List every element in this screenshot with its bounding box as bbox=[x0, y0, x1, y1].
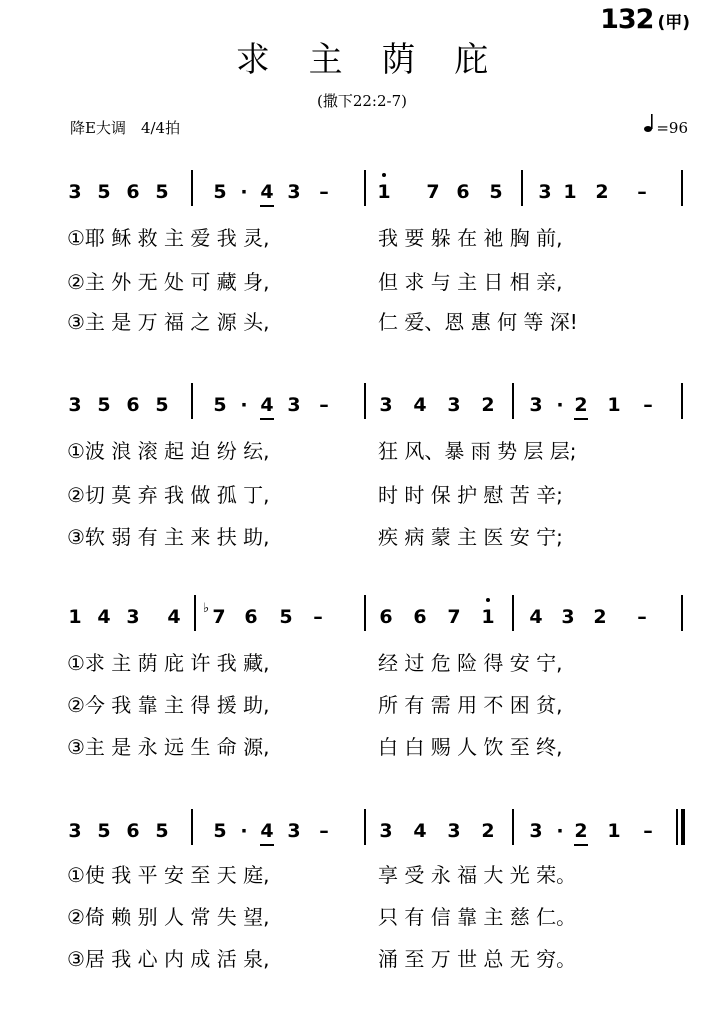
final-barline-thick bbox=[681, 809, 685, 845]
lyric-first-half: ②切 莫 弃 我 做 孤 丁, bbox=[67, 483, 270, 507]
jianpu-note: 4 bbox=[413, 394, 427, 416]
jianpu-note: 5 bbox=[155, 394, 169, 416]
jianpu-note: 3 bbox=[529, 394, 543, 416]
lyric-line-verse-1 bbox=[0, 649, 724, 679]
lyric-first-half: ①耶 稣 救 主 爱 我 灵, bbox=[67, 226, 270, 250]
jianpu-note: 1 bbox=[476, 605, 500, 629]
augmentation-dot: · bbox=[240, 820, 248, 842]
sustain-dash: – bbox=[643, 820, 653, 842]
lyric-second-half: 疾 病 蒙 主 医 安 宁; bbox=[378, 525, 563, 549]
jianpu-note: 7 bbox=[447, 606, 461, 628]
augmentation-dot: · bbox=[556, 820, 564, 842]
tempo-value: =96 bbox=[656, 119, 688, 137]
jianpu-note: 3 bbox=[447, 820, 461, 842]
jianpu-note: 5 bbox=[155, 820, 169, 842]
jianpu-note: 1 bbox=[68, 606, 82, 628]
barline bbox=[364, 383, 366, 419]
jianpu-note: 3 bbox=[379, 820, 393, 842]
key-and-time-signature: 降E大调 4/4拍 bbox=[70, 119, 181, 137]
lyric-second-half: 但 求 与 主 日 相 亲, bbox=[378, 270, 563, 294]
lyric-line-verse-1 bbox=[0, 437, 724, 467]
jianpu-note: 3 bbox=[538, 181, 552, 203]
jianpu-note: 5 bbox=[97, 820, 111, 842]
flat-icon: ♭ bbox=[203, 601, 210, 616]
lyric-line-verse-3 bbox=[0, 308, 724, 338]
notation-line bbox=[0, 601, 724, 645]
lyric-first-half: ③软 弱 有 主 来 扶 助, bbox=[67, 525, 270, 549]
jianpu-note: 2 bbox=[569, 393, 593, 417]
jianpu-note: 3 bbox=[379, 394, 393, 416]
jianpu-note: 5 bbox=[279, 606, 293, 628]
jianpu-note: 6 bbox=[126, 394, 140, 416]
jianpu-note: 3 bbox=[68, 181, 82, 203]
high-octave-dot bbox=[486, 598, 490, 602]
barline bbox=[191, 383, 193, 419]
lyric-second-half: 仁 爱、恩 惠 何 等 深! bbox=[378, 310, 578, 334]
barline bbox=[521, 170, 523, 206]
jianpu-note: 4 bbox=[529, 606, 543, 628]
music-system-4 bbox=[0, 819, 724, 999]
sustain-dash: – bbox=[319, 181, 329, 203]
jianpu-note: 3 bbox=[561, 606, 575, 628]
lyric-second-half: 只 有 信 靠 主 慈 仁。 bbox=[378, 905, 577, 929]
barline bbox=[681, 170, 683, 206]
jianpu-note: 5 bbox=[213, 820, 227, 842]
sustain-dash: – bbox=[319, 820, 329, 842]
augmentation-dot: · bbox=[556, 394, 564, 416]
lyric-line-verse-1 bbox=[0, 224, 724, 254]
lyric-first-half: ③居 我 心 内 成 活 泉, bbox=[67, 947, 270, 971]
hymn-variant: (甲) bbox=[657, 13, 690, 33]
jianpu-note: 3 bbox=[287, 820, 301, 842]
jianpu-note: 3 bbox=[529, 820, 543, 842]
sustain-dash: – bbox=[637, 181, 647, 203]
lyric-second-half: 涌 至 万 世 总 无 穷。 bbox=[378, 947, 577, 971]
jianpu-note: 6 bbox=[126, 820, 140, 842]
jianpu-note: 5 bbox=[97, 181, 111, 203]
jianpu-note: 6 bbox=[379, 606, 393, 628]
scripture-reference: (撒下22:2-7) bbox=[316, 92, 407, 110]
jianpu-note: 4 bbox=[413, 820, 427, 842]
jianpu-note: 3 bbox=[68, 820, 82, 842]
barline bbox=[681, 595, 683, 631]
barline bbox=[681, 383, 683, 419]
lyric-second-half: 所 有 需 用 不 困 贫, bbox=[378, 693, 563, 717]
jianpu-note: 2 bbox=[481, 820, 495, 842]
jianpu-note: 6 bbox=[244, 606, 258, 628]
lyric-line-verse-2 bbox=[0, 481, 724, 511]
lyric-second-half: 时 时 保 护 慰 苦 辛; bbox=[378, 483, 563, 507]
jianpu-note: 2 bbox=[569, 819, 593, 843]
jianpu-note: 3 bbox=[287, 394, 301, 416]
music-system-2 bbox=[0, 393, 724, 573]
jianpu-note: 1 bbox=[607, 394, 621, 416]
jianpu-note: 5 bbox=[97, 394, 111, 416]
sustain-dash: – bbox=[313, 606, 323, 628]
jianpu-note: 2 bbox=[595, 181, 609, 203]
jianpu-note: 3 bbox=[447, 394, 461, 416]
lyric-second-half: 享 受 永 福 大 光 荣。 bbox=[378, 863, 577, 887]
jianpu-note: 4 bbox=[167, 606, 181, 628]
lyric-second-half: 经 过 危 险 得 安 宁, bbox=[378, 651, 563, 675]
lyric-line-verse-2 bbox=[0, 691, 724, 721]
lyric-first-half: ①波 浪 滚 起 迫 纷 纭, bbox=[67, 439, 270, 463]
barline bbox=[191, 809, 193, 845]
jianpu-note: 5 bbox=[213, 181, 227, 203]
lyric-first-half: ②今 我 靠 主 得 援 助, bbox=[67, 693, 270, 717]
sustain-dash: – bbox=[319, 394, 329, 416]
jianpu-note: 2 bbox=[593, 606, 607, 628]
lyric-line-verse-2 bbox=[0, 903, 724, 933]
sustain-dash: – bbox=[643, 394, 653, 416]
jianpu-note: 3 bbox=[287, 181, 301, 203]
music-system-1 bbox=[0, 180, 724, 360]
notation-line bbox=[0, 819, 724, 859]
page-title: 求 主 荫 庇 bbox=[235, 40, 503, 80]
jianpu-note: 6 bbox=[413, 606, 427, 628]
lyric-first-half: ③主 是 万 福 之 源 头, bbox=[67, 310, 270, 334]
notation-line bbox=[0, 180, 724, 220]
lyric-line-verse-2 bbox=[0, 268, 724, 298]
augmentation-dot: · bbox=[240, 394, 248, 416]
hymn-number-value: 132 bbox=[600, 4, 654, 35]
final-barline-thin bbox=[676, 809, 678, 845]
lyric-first-half: ①求 主 荫 庇 许 我 藏, bbox=[67, 651, 270, 675]
barline bbox=[194, 595, 196, 631]
jianpu-note: 1 bbox=[607, 820, 621, 842]
lyric-second-half: 白 白 赐 人 饮 至 终, bbox=[378, 735, 563, 759]
augmentation-dot: · bbox=[240, 181, 248, 203]
barline bbox=[512, 383, 514, 419]
lyric-first-half: ①使 我 平 安 至 天 庭, bbox=[67, 863, 270, 887]
tempo-marking bbox=[644, 113, 688, 137]
high-octave-dot bbox=[382, 173, 386, 177]
lyric-first-half: ②主 外 无 处 可 藏 身, bbox=[67, 270, 270, 294]
lyric-line-verse-3 bbox=[0, 733, 724, 763]
jianpu-note: 7 ♭ bbox=[207, 605, 231, 629]
barline bbox=[191, 170, 193, 206]
quarter-note-icon bbox=[644, 113, 653, 133]
jianpu-note: 6 bbox=[126, 181, 140, 203]
jianpu-note: 1 bbox=[563, 181, 577, 203]
notation-line bbox=[0, 393, 724, 433]
jianpu-note: 7 bbox=[426, 181, 440, 203]
jianpu-note: 4 bbox=[255, 393, 279, 417]
jianpu-note: 4 bbox=[97, 606, 111, 628]
jianpu-note: 3 bbox=[126, 606, 140, 628]
sustain-dash: – bbox=[637, 606, 647, 628]
jianpu-note: 2 bbox=[481, 394, 495, 416]
jianpu-note: 4 bbox=[255, 819, 279, 843]
jianpu-note: 5 bbox=[489, 181, 503, 203]
lyric-first-half: ②倚 赖 别 人 常 失 望, bbox=[67, 905, 270, 929]
jianpu-note: 4 bbox=[255, 180, 279, 204]
barline bbox=[512, 809, 514, 845]
jianpu-note: 5 bbox=[155, 181, 169, 203]
lyric-first-half: ③主 是 永 远 生 命 源, bbox=[67, 735, 270, 759]
jianpu-note: 6 bbox=[456, 181, 470, 203]
jianpu-note: 3 bbox=[68, 394, 82, 416]
barline bbox=[364, 595, 366, 631]
lyric-second-half: 狂 风、暴 雨 势 层 层; bbox=[378, 439, 577, 463]
hymn-number bbox=[600, 4, 690, 35]
jianpu-note: 5 bbox=[213, 394, 227, 416]
barline bbox=[364, 809, 366, 845]
lyric-line-verse-3 bbox=[0, 523, 724, 553]
jianpu-note: 1 bbox=[372, 180, 396, 204]
lyric-second-half: 我 要 躲 在 祂 胸 前, bbox=[378, 226, 563, 250]
barline bbox=[512, 595, 514, 631]
lyric-line-verse-1 bbox=[0, 861, 724, 891]
music-system-3 bbox=[0, 601, 724, 785]
barline bbox=[364, 170, 366, 206]
lyric-line-verse-3 bbox=[0, 945, 724, 975]
